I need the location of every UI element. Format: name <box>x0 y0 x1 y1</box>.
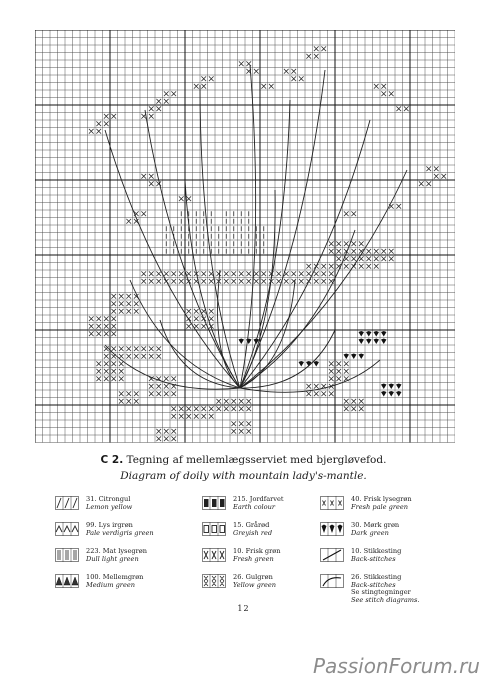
legend-danish: Citrongul <box>98 495 131 503</box>
legend-number: 223. <box>86 547 101 555</box>
legend-english: Dull light green <box>86 554 139 563</box>
legend-danish: Mat lysegrøn <box>102 547 147 555</box>
legend-number: 100. <box>86 573 101 581</box>
legend-number: 26. <box>351 573 362 581</box>
legend-english: Back-stitches <box>351 554 396 563</box>
filled-hearts-icon <box>320 522 344 536</box>
small-x-icon <box>320 496 344 510</box>
legend-danish: Jordfarvet <box>249 495 284 503</box>
page-number: 12 <box>237 604 250 613</box>
curved-line-icon <box>320 574 344 588</box>
legend-number: 15. <box>233 521 244 529</box>
chart-grid <box>35 30 455 443</box>
legend-danish: Mellemgrøn <box>102 573 144 581</box>
legend-english: Back-stitches <box>351 580 396 589</box>
dark-squares-icon <box>202 496 226 510</box>
legend-english: Dark green <box>351 528 389 537</box>
stem-line <box>185 180 240 388</box>
legend-danish: Mørk grøn <box>363 521 400 529</box>
cross-x-icon <box>202 548 226 562</box>
legend-danish: Grårød <box>245 521 270 529</box>
stem-line <box>218 270 241 388</box>
caption-danish-text: Tegning af mellemlægsserviet med bjergløvefod. <box>126 454 387 466</box>
legend-english: Fresh pale green <box>351 502 409 511</box>
legend-danish: Gulgrøn <box>245 573 273 581</box>
legend-english: Greyish red <box>233 528 273 537</box>
legend-danish: Stikkesting <box>363 547 402 555</box>
legend-number: 10. <box>351 547 362 555</box>
caption-danish <box>0 454 487 466</box>
caption-english: Diagram of doily with mountain lady's-mantle. <box>120 470 367 482</box>
legend-danish: Frisk lysegrøn <box>363 495 412 503</box>
legend-english: Lemon yellow <box>86 502 133 511</box>
legend-english: Medium green <box>86 580 136 589</box>
diagonal-hatch-icon <box>55 496 79 510</box>
legend-number: 40. <box>351 495 362 503</box>
legend-number: 99. <box>86 521 97 529</box>
legend-danish: Frisk grøn <box>245 547 281 555</box>
cross-stitch-chart <box>35 30 455 445</box>
legend-english-note: See stitch diagrams. <box>351 595 420 604</box>
legend-number: 31. <box>86 495 97 503</box>
diagonal-line-icon <box>320 548 344 562</box>
zigzag-icon <box>55 522 79 536</box>
legend-item-medium-green <box>55 574 205 604</box>
legend-number: 10. <box>233 547 244 555</box>
double-x-icon <box>202 574 226 588</box>
diagram-code: C 2. <box>100 454 124 466</box>
vertical-bars-icon <box>55 548 79 562</box>
legend-danish-note: Se stingtegninger <box>351 588 411 597</box>
stem-line <box>240 330 335 388</box>
legend-number: 30. <box>351 521 362 529</box>
legend-english: Fresh green <box>233 554 274 563</box>
watermark: PassionForum.ru <box>312 654 480 678</box>
legend-number: 215. <box>233 495 248 503</box>
filled-zigzag-icon <box>55 574 79 588</box>
legend-english: Earth colour <box>233 502 276 511</box>
legend-danish: Stikkesting <box>363 573 402 581</box>
legend-number: 26. <box>233 573 244 581</box>
legend-english: Yellow green <box>233 580 277 589</box>
legend-danish: Lys irgrøn <box>98 521 133 529</box>
hollow-squares-icon <box>202 522 226 536</box>
legend-english: Pale verdigris green <box>86 528 154 537</box>
